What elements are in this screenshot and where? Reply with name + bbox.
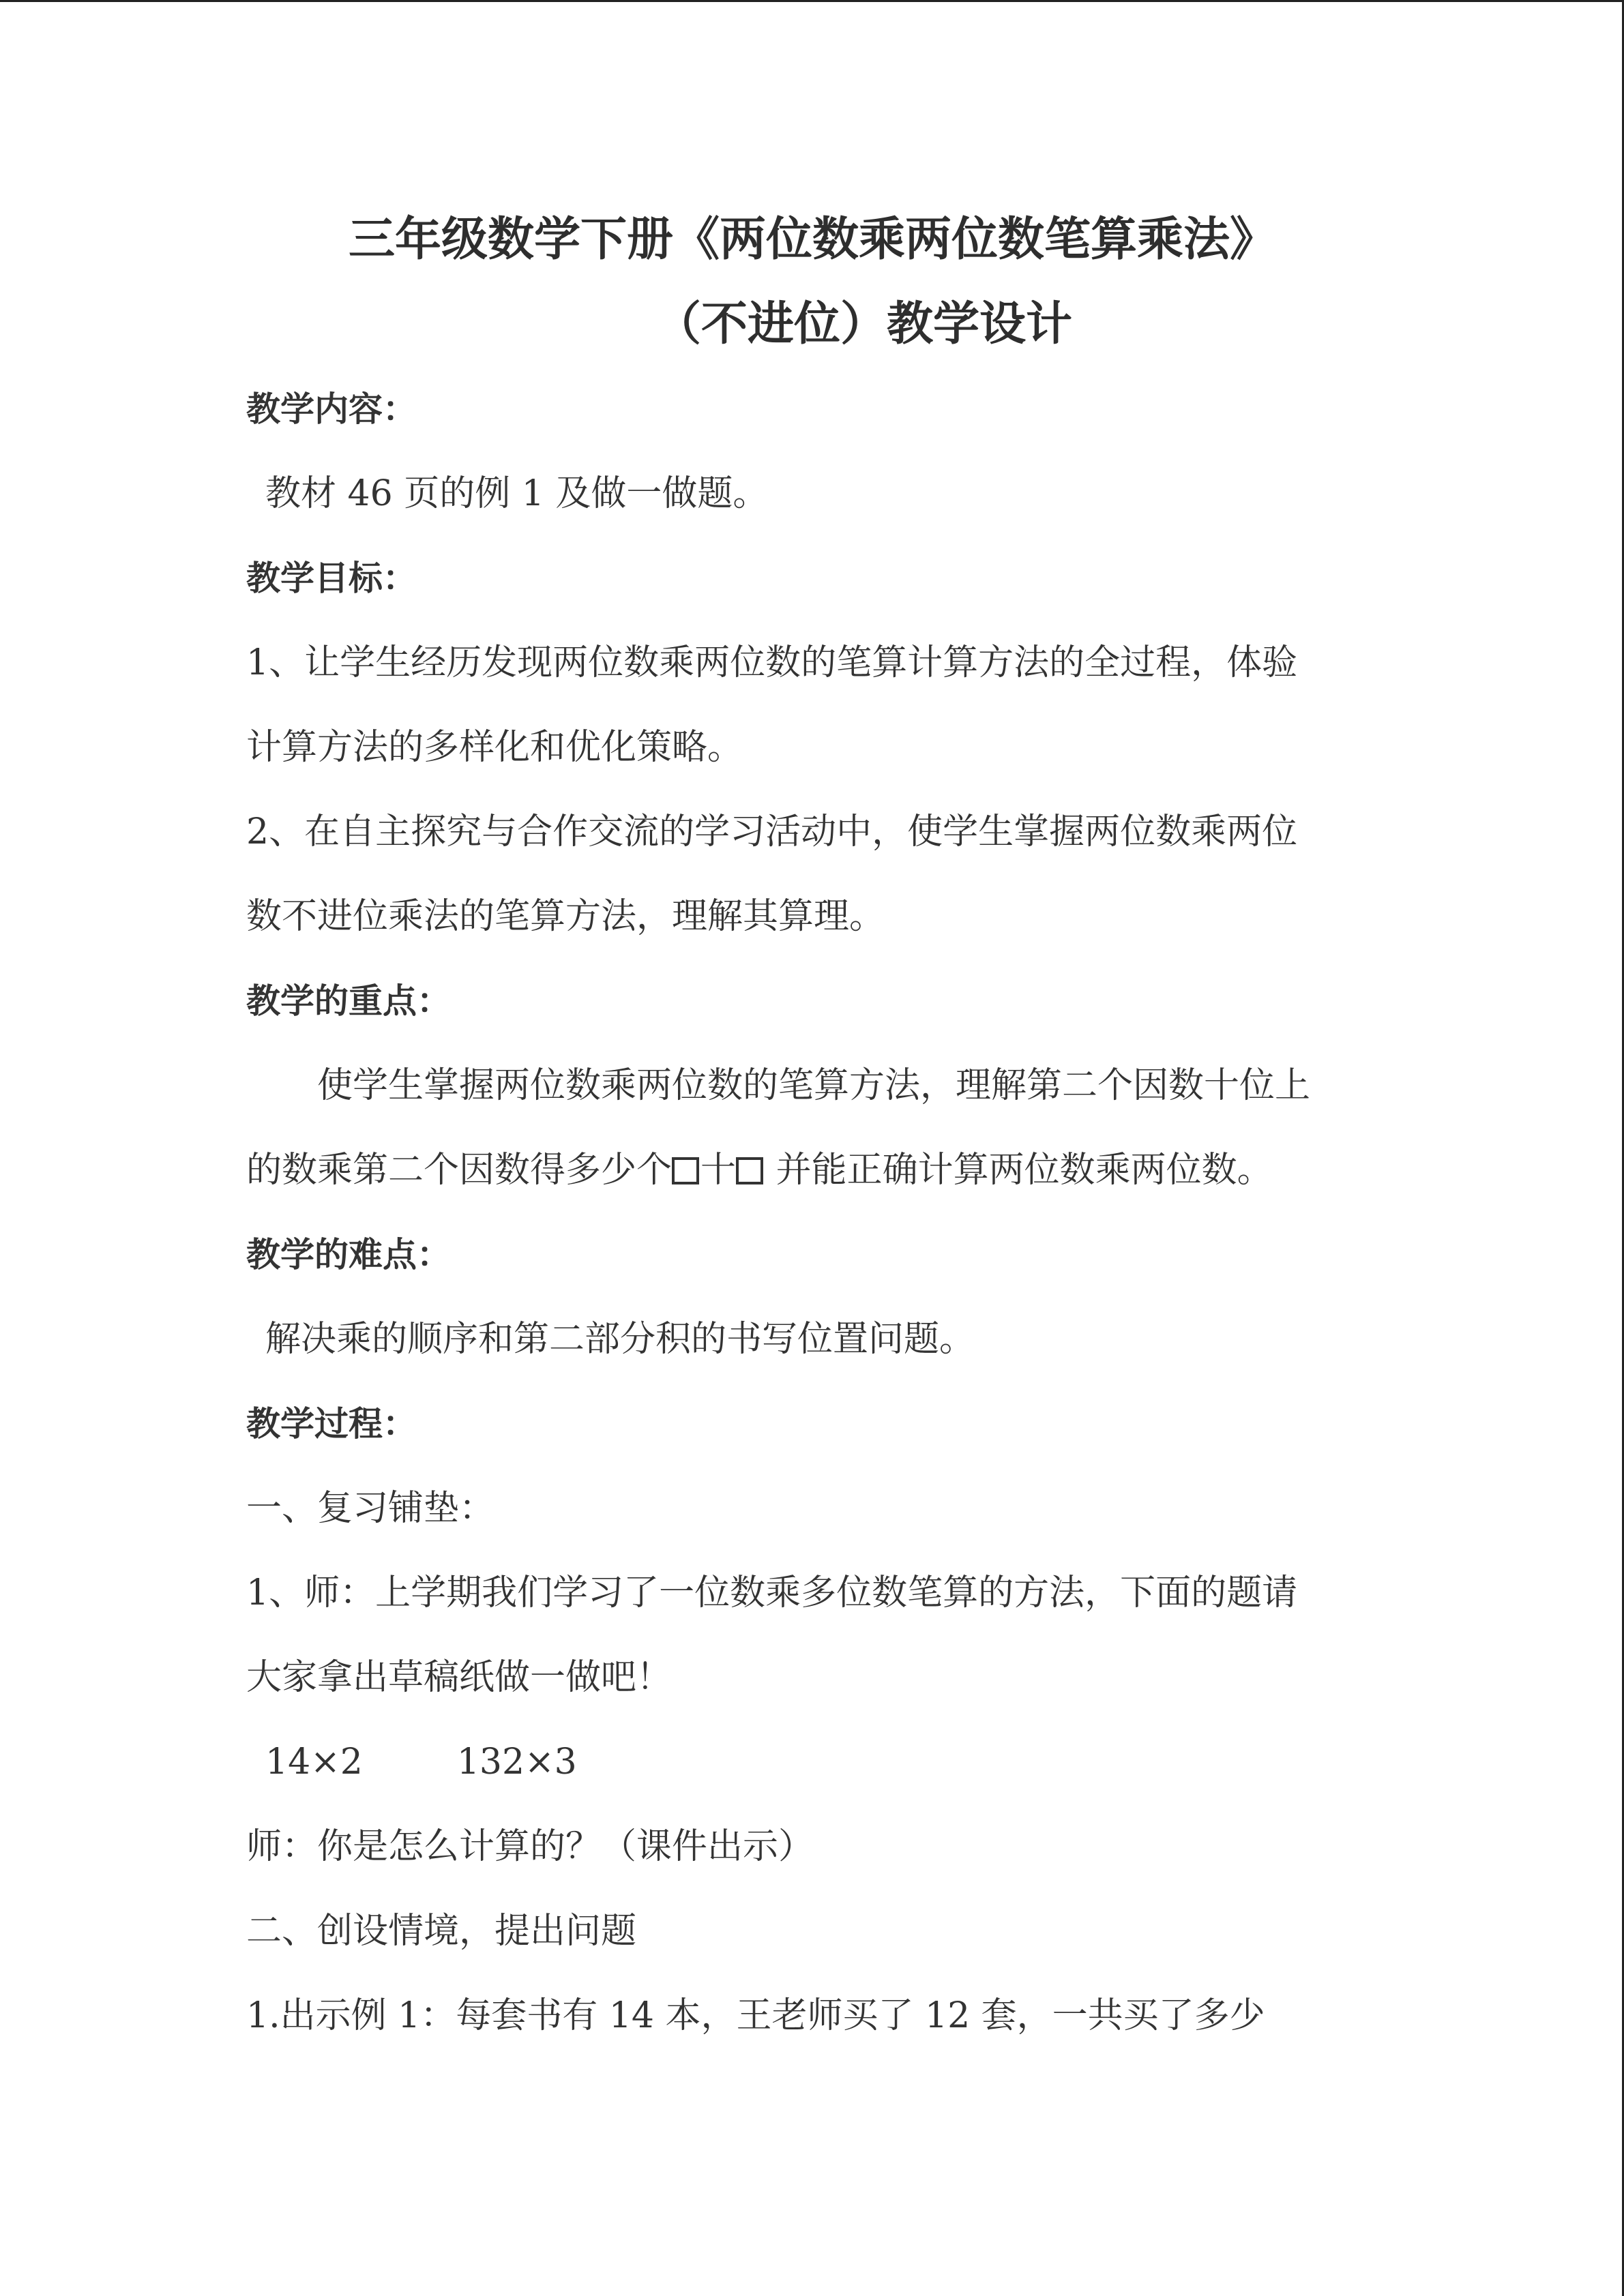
teacher-question: 师：你是怎么计算的？（课件出示） <box>246 1826 814 1867</box>
key-line2 <box>246 1128 1378 1212</box>
key-line2-end: 并能正确计算两位数乘两位数。 <box>776 1150 1273 1191</box>
goals-heading: 教学目标： <box>246 558 417 598</box>
key-line2-ten: 十 <box>700 1150 737 1191</box>
key-line1: 使学生掌握两位数乘两位数的笔算方法，理解第二个因数十位上 <box>317 1065 1311 1106</box>
step1-line2: 大家拿出草稿纸做一做吧！ <box>246 1657 673 1698</box>
key-heading: 教学的重点： <box>246 981 451 1021</box>
process-heading: 教学过程： <box>246 1404 417 1444</box>
difficult-text: 解决乘的顺序和第二部分积的书写位置问题。 <box>265 1319 975 1360</box>
goal1-line2: 计算方法的多样化和优化策略。 <box>246 727 743 768</box>
document-body <box>246 198 1378 2058</box>
difficult-heading: 教学的难点： <box>246 1235 451 1274</box>
formula-a: 14×2 <box>265 1742 363 1783</box>
content-heading: 教学内容： <box>246 389 417 429</box>
example-line: 1.出示例 1：每套书有 14 本，王老师买了 12 套，一共买了多少 <box>246 1995 1265 2036</box>
step2-heading: 二、创设情境，提出问题 <box>246 1911 637 1952</box>
step1-heading: 一、复习铺垫： <box>246 1488 495 1529</box>
document-title-line1: 三年级数学下册《两位数乘两位数笔算乘法》 <box>348 213 1276 267</box>
goal1-line1: 1、让学生经历发现两位数乘两位数的笔算计算方法的全过程，体验 <box>246 642 1298 683</box>
goal2-line1: 2、在自主探究与合作交流的学习活动中，使学生掌握两位数乘两位 <box>246 811 1298 852</box>
content-text: 教材 46 页的例 1 及做一做题。 <box>265 473 769 514</box>
missing-glyph-box-icon <box>672 1157 699 1184</box>
review-formulas <box>246 1720 1378 1804</box>
key-line2-start: 的数乘第二个因数得多少个 <box>246 1150 673 1191</box>
step1-line1: 1、师：上学期我们学习了一位数乘多位数笔算的方法，下面的题请 <box>246 1572 1298 1613</box>
goal2-line2: 数不进位乘法的笔算方法，理解其算理。 <box>246 896 885 937</box>
document-title-line2: （不进位）教学设计 <box>654 297 1072 351</box>
missing-glyph-box-icon <box>736 1157 763 1184</box>
formula-b: 132×3 <box>456 1742 577 1783</box>
